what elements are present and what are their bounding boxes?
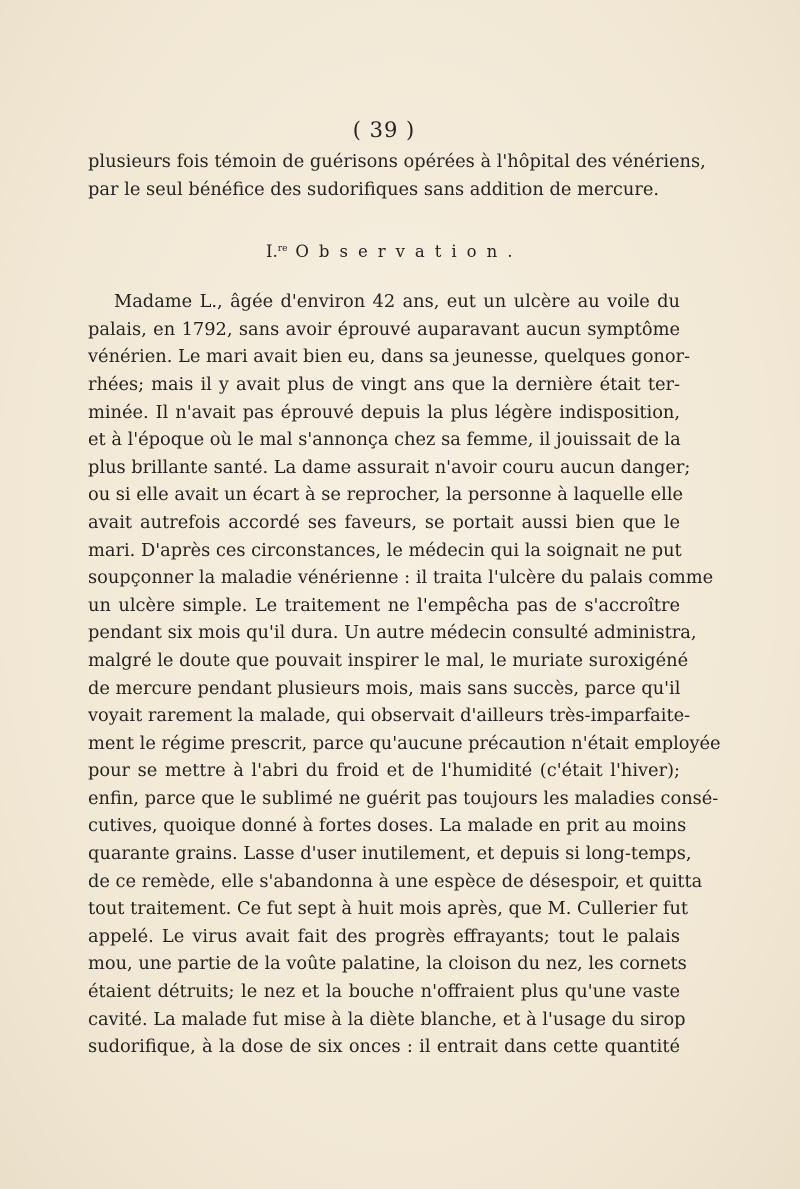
text-line: rhées; mais il y avait plus de vingt ans que la dernière était ter-: [88, 373, 680, 395]
text-line: par le seul bénéfice des sudorifiques sans addition de mercure.: [88, 178, 660, 200]
text-line: minée. Il n'avait pas éprouvé depuis la plus légère indisposition,: [88, 401, 680, 423]
top-lines: [88, 148, 706, 203]
page-number: ( 39 ): [352, 118, 416, 142]
spacer: [88, 263, 680, 288]
text-line: appelé. Le virus avait fait des progrès effrayants; tout le palais: [88, 925, 680, 947]
text-line: un ulcère simple. Le traitement ne l'empêcha pas de s'accroître: [88, 594, 680, 616]
page-text: [88, 112, 721, 1061]
heading-title: Observation.: [295, 242, 523, 262]
text-line: voyait rarement la malade, qui observait d'ailleurs très-imparfaite-: [88, 705, 691, 727]
text-line: cutives, quoique donné à fortes doses. La malade en prit au moins: [88, 815, 687, 837]
text-line: pendant six mois qu'il dura. Un autre médecin consulté administra,: [88, 622, 697, 644]
text-line: de ce remède, elle s'abandonna à une espèce de désespoir, et quitta: [88, 870, 703, 892]
text-line: et à l'époque où le mal s'annonça chez sa femme, il jouissait de la: [88, 429, 681, 451]
text-line: ment le régime prescrit, parce qu'aucune précaution n'était employée: [88, 732, 721, 754]
text-line: sudorifique, à la dose de six onces : il entrait dans cette quantité: [88, 1036, 680, 1058]
text-line: soupçonner la maladie vénérienne : il traita l'ulcère du palais comme: [88, 567, 714, 589]
text-line: ou si elle avait un écart à se reprocher, la personne à laquelle elle: [88, 484, 684, 506]
text-line: mari. D'après ces circonstances, le médecin qui la soignait ne put: [88, 539, 682, 561]
text-line: tout traitement. Ce fut sept à huit mois après, que M. Cullerier fut: [88, 898, 689, 920]
text-line: plus brillante santé. La dame assurait n'avoir couru aucun danger;: [88, 456, 691, 478]
text-line: vénérien. Le mari avait bien eu, dans sa jeunesse, quelques gonor-: [88, 346, 691, 368]
text-line: de mercure pendant plusieurs mois, mais sans succès, parce qu'il: [88, 677, 681, 699]
text-line: enfin, parce que le sublimé ne guérit pas toujours les maladies consé-: [88, 787, 719, 809]
text-line: malgré le doute que pouvait inspirer le mal, le muriate suroxigéné: [88, 649, 689, 671]
text-line: cavité. La malade fut mise à la diète blanche, et à l'usage du sirop: [88, 1008, 686, 1030]
text-line: mou, une partie de la voûte palatine, la cloison du nez, les cornets: [88, 953, 687, 975]
section-heading: [88, 235, 680, 263]
spacer: [88, 203, 680, 235]
text-line: avait autrefois accordé ses faveurs, se portait aussi bien que le: [88, 511, 680, 533]
text-line: Madame L., âgée d'environ 42 ans, eut un ulcère au voile du: [114, 291, 680, 313]
text-line: plusieurs fois témoin de guérisons opérées à l'hôpital des vénériens,: [88, 151, 706, 172]
heading-number-suffix: re: [277, 244, 288, 255]
paragraph: [88, 288, 721, 1061]
text-line: quarante grains. Lasse d'user inutilement, et depuis si long-temps,: [88, 843, 692, 865]
text-line: pour se mettre à l'abri du froid et de l'humidité (c'était l'hiver);: [88, 760, 680, 782]
text-line: palais, en 1792, sans avoir éprouvé auparavant aucun symptôme: [88, 318, 680, 340]
heading-number-text: I.: [266, 242, 278, 262]
heading-number: [266, 242, 287, 261]
text-line: étaient détruits; le nez et la bouche n'offraient plus qu'une vaste: [88, 981, 680, 1003]
